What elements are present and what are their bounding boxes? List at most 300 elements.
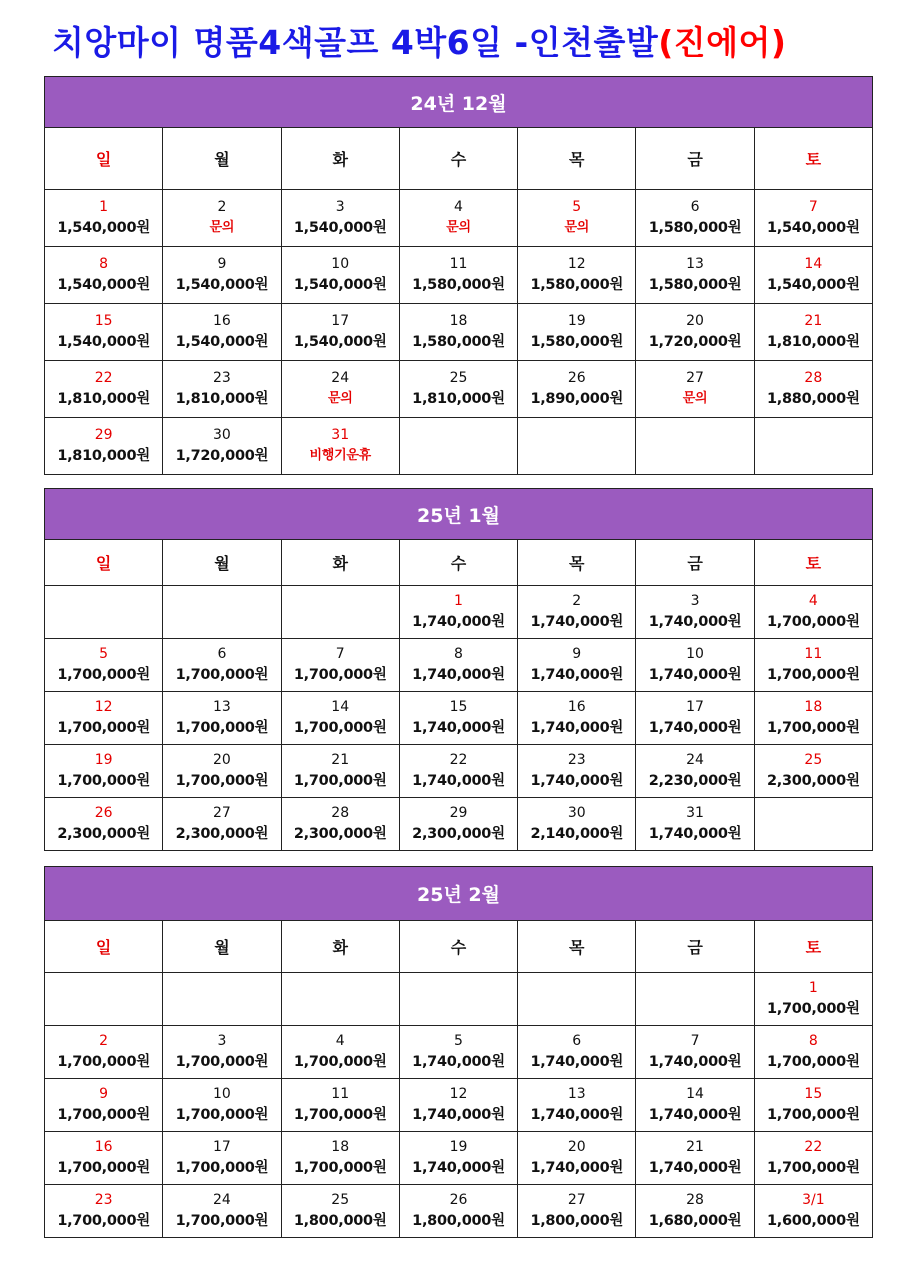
title-airline: (진에어) [658, 23, 787, 62]
day-number: 1 [99, 199, 109, 215]
day-price: 1,720,000원 [175, 448, 269, 464]
day-number: 30 [213, 427, 231, 443]
week-row [45, 973, 873, 1026]
day-number: 6 [690, 199, 700, 215]
day-price: 2,300,000원 [175, 826, 269, 842]
day-number: 4 [808, 593, 818, 609]
day-price: 1,540,000원 [57, 277, 150, 293]
day-number: 8 [454, 646, 463, 662]
day-cell [636, 1132, 754, 1185]
day-cell [163, 639, 281, 692]
day-cell [281, 1079, 399, 1132]
day-price: 1,700,000원 [175, 1107, 269, 1123]
day-price: 2,140,000원 [530, 826, 624, 842]
day-cell [399, 247, 517, 304]
day-cell [163, 190, 281, 247]
weekday-1: 월 [163, 921, 281, 973]
day-cell [163, 798, 281, 851]
day-number: 12 [567, 256, 586, 272]
day-price: 1,540,000원 [767, 277, 860, 293]
day-number: 26 [567, 370, 586, 386]
day-cell [636, 1185, 754, 1238]
week-row [45, 304, 873, 361]
day-price: 1,700,000원 [767, 720, 860, 736]
day-number: 29 [94, 427, 113, 443]
day-number: 10 [213, 1086, 231, 1102]
day-cell [518, 745, 636, 798]
day-cell [45, 361, 163, 418]
day-price: 1,740,000원 [648, 1160, 742, 1176]
week-row [45, 1079, 873, 1132]
day-cell [636, 247, 754, 304]
day-cell [518, 692, 636, 745]
day-price: 1,740,000원 [412, 614, 505, 630]
day-cell [281, 745, 399, 798]
day-cell [45, 1132, 163, 1185]
day-number: 17 [331, 313, 350, 329]
day-cell [163, 1132, 281, 1185]
day-cell [399, 1132, 517, 1185]
weekday-4: 목 [518, 540, 636, 586]
calendar-december [44, 76, 873, 475]
day-number: 8 [99, 256, 109, 272]
day-cell [163, 745, 281, 798]
day-number: 11 [331, 1086, 350, 1102]
day-number: 12 [94, 699, 113, 715]
day-cell [399, 1185, 517, 1238]
weekday-5: 금 [636, 921, 754, 973]
weekday-3: 수 [399, 540, 517, 586]
day-price: 1,540,000원 [293, 220, 387, 236]
weekday-header-row [45, 540, 873, 586]
day-number: 2 [217, 199, 227, 215]
day-price: 1,700,000원 [57, 773, 150, 789]
day-cell [518, 1079, 636, 1132]
day-cell [281, 361, 399, 418]
day-cell [754, 586, 872, 639]
day-cell [636, 190, 754, 247]
day-number: 21 [804, 313, 823, 329]
day-cell [754, 1132, 872, 1185]
day-cell [636, 418, 754, 475]
week-row [45, 247, 873, 304]
day-price: 1,700,000원 [57, 720, 150, 736]
day-number: 19 [567, 313, 586, 329]
day-cell [636, 639, 754, 692]
day-cell [754, 1185, 872, 1238]
day-price: 2,300,000원 [412, 826, 505, 842]
weekday-2: 화 [281, 128, 399, 190]
day-cell [399, 304, 517, 361]
day-cell [754, 1079, 872, 1132]
day-price: 문의 [209, 220, 235, 235]
day-number: 15 [94, 313, 113, 329]
day-price: 1,800,000원 [530, 1213, 624, 1229]
day-number: 14 [804, 256, 823, 272]
weekday-6: 토 [754, 128, 872, 190]
day-price: 1,740,000원 [530, 720, 624, 736]
day-price: 1,740,000원 [648, 614, 742, 630]
day-price: 1,740,000원 [530, 1107, 624, 1123]
day-price: 1,580,000원 [412, 277, 505, 293]
day-cell [399, 190, 517, 247]
day-cell [518, 1185, 636, 1238]
day-number: 17 [213, 1139, 231, 1155]
day-cell [518, 190, 636, 247]
day-cell [754, 973, 872, 1026]
day-cell [399, 973, 517, 1026]
weekday-6: 토 [754, 540, 872, 586]
day-number: 1 [808, 980, 818, 996]
day-cell [518, 798, 636, 851]
day-number: 22 [804, 1139, 823, 1155]
week-row [45, 190, 873, 247]
weekday-0: 일 [45, 128, 163, 190]
day-price: 1,580,000원 [530, 334, 624, 350]
day-price: 1,540,000원 [293, 334, 387, 350]
day-cell [163, 1026, 281, 1079]
day-cell [518, 418, 636, 475]
weekday-3: 수 [399, 921, 517, 973]
day-cell [45, 247, 163, 304]
day-price: 1,700,000원 [767, 667, 860, 683]
day-cell [163, 1185, 281, 1238]
day-price: 2,230,000원 [648, 773, 742, 789]
day-price: 1,700,000원 [767, 614, 860, 630]
week-row [45, 586, 873, 639]
day-price: 1,740,000원 [648, 826, 742, 842]
day-cell [754, 692, 872, 745]
weekday-3: 수 [399, 128, 517, 190]
day-number: 26 [94, 805, 113, 821]
day-number: 31 [331, 427, 350, 443]
day-price: 비행기운휴 [309, 448, 371, 463]
weekday-5: 금 [636, 540, 754, 586]
day-price: 1,700,000원 [175, 720, 269, 736]
day-number: 10 [686, 646, 704, 662]
day-price: 1,540,000원 [175, 277, 269, 293]
day-price: 1,600,000원 [767, 1213, 860, 1229]
day-price: 1,700,000원 [175, 1160, 269, 1176]
day-cell [636, 973, 754, 1026]
day-number: 30 [567, 805, 586, 821]
day-cell [636, 1079, 754, 1132]
day-number: 24 [331, 370, 350, 386]
day-number: 22 [94, 370, 113, 386]
day-number: 9 [99, 1086, 109, 1102]
day-cell [399, 745, 517, 798]
day-number: 21 [686, 1139, 704, 1155]
day-price: 1,700,000원 [293, 667, 387, 683]
day-cell [45, 692, 163, 745]
day-number: 20 [213, 752, 231, 768]
day-price: 1,740,000원 [530, 667, 624, 683]
day-cell [518, 639, 636, 692]
day-cell [45, 418, 163, 475]
day-price: 2,300,000원 [767, 773, 860, 789]
day-price: 1,540,000원 [175, 334, 269, 350]
weekday-6: 토 [754, 921, 872, 973]
day-price: 문의 [327, 391, 353, 406]
day-number: 4 [335, 1033, 345, 1049]
day-price: 1,800,000원 [412, 1213, 505, 1229]
weekday-header-row [45, 921, 873, 973]
day-number: 11 [804, 646, 823, 662]
day-price: 1,880,000원 [767, 391, 860, 407]
day-price: 1,740,000원 [648, 720, 742, 736]
day-number: 12 [449, 1086, 468, 1102]
week-row [45, 692, 873, 745]
day-number: 14 [331, 699, 350, 715]
weekday-0: 일 [45, 921, 163, 973]
calendar-january [44, 488, 873, 851]
day-cell [399, 1079, 517, 1132]
day-price: 1,700,000원 [57, 667, 150, 683]
day-cell [754, 745, 872, 798]
weekday-1: 월 [163, 540, 281, 586]
day-cell [518, 247, 636, 304]
day-number: 24 [213, 1192, 231, 1208]
day-cell [636, 692, 754, 745]
day-cell [399, 586, 517, 639]
day-price: 1,700,000원 [767, 1160, 860, 1176]
day-price: 1,540,000원 [57, 220, 150, 236]
day-number: 26 [449, 1192, 468, 1208]
day-cell [399, 798, 517, 851]
day-price: 1,810,000원 [175, 391, 269, 407]
week-row [45, 361, 873, 418]
day-number: 9 [217, 256, 227, 272]
day-cell [45, 639, 163, 692]
day-price: 1,740,000원 [530, 773, 624, 789]
day-price: 1,700,000원 [293, 773, 387, 789]
day-cell [281, 1132, 399, 1185]
day-price: 문의 [682, 391, 708, 406]
day-cell [636, 745, 754, 798]
weekday-2: 화 [281, 921, 399, 973]
day-number: 7 [808, 199, 818, 215]
day-cell [754, 361, 872, 418]
day-number: 6 [217, 646, 227, 662]
week-row [45, 1132, 873, 1185]
day-price: 1,700,000원 [293, 1107, 387, 1123]
day-price: 1,540,000원 [293, 277, 387, 293]
day-number: 25 [449, 370, 468, 386]
day-cell [399, 361, 517, 418]
day-number: 2 [99, 1033, 109, 1049]
day-number: 5 [572, 199, 582, 215]
day-number: 16 [94, 1139, 113, 1155]
day-cell [163, 1079, 281, 1132]
day-number: 19 [94, 752, 113, 768]
day-number: 28 [686, 1192, 704, 1208]
page-title [52, 20, 787, 70]
day-number: 16 [567, 699, 586, 715]
day-price: 1,680,000원 [648, 1213, 742, 1229]
day-cell [45, 745, 163, 798]
day-price: 1,700,000원 [293, 1160, 387, 1176]
day-price: 1,740,000원 [530, 614, 624, 630]
day-cell [163, 361, 281, 418]
day-cell [636, 1026, 754, 1079]
day-number: 19 [449, 1139, 468, 1155]
title-main: 치앙마이 명품4색골프 4박6일 -인천출발 [52, 23, 659, 62]
weekday-0: 일 [45, 540, 163, 586]
day-number: 29 [449, 805, 468, 821]
day-price: 1,700,000원 [767, 1001, 860, 1017]
day-cell [636, 798, 754, 851]
day-price: 1,700,000원 [293, 720, 387, 736]
day-number: 27 [567, 1192, 586, 1208]
day-cell [45, 190, 163, 247]
day-number: 3 [690, 593, 700, 609]
day-price: 1,580,000원 [648, 220, 742, 236]
weekday-1: 월 [163, 128, 281, 190]
day-number: 18 [449, 313, 468, 329]
day-cell [754, 1026, 872, 1079]
day-cell [163, 418, 281, 475]
day-number: 2 [572, 593, 582, 609]
day-number: 23 [94, 1192, 113, 1208]
day-price: 1,540,000원 [767, 220, 860, 236]
day-price: 1,740,000원 [412, 1160, 505, 1176]
day-number: 1 [454, 593, 463, 609]
day-cell [45, 798, 163, 851]
day-cell [754, 304, 872, 361]
day-number: 4 [454, 199, 463, 215]
day-price: 1,740,000원 [648, 667, 742, 683]
day-number: 27 [686, 370, 704, 386]
day-price: 1,740,000원 [648, 1107, 742, 1123]
day-cell [45, 304, 163, 361]
day-cell [45, 586, 163, 639]
day-number: 15 [449, 699, 468, 715]
day-cell [754, 418, 872, 475]
day-number: 14 [686, 1086, 704, 1102]
day-number: 7 [335, 646, 345, 662]
day-number: 28 [331, 805, 350, 821]
day-cell [636, 361, 754, 418]
day-price: 1,810,000원 [767, 334, 860, 350]
week-row [45, 639, 873, 692]
day-number: 24 [686, 752, 704, 768]
weekday-4: 목 [518, 921, 636, 973]
day-cell [518, 1132, 636, 1185]
day-price: 1,800,000원 [293, 1213, 387, 1229]
day-cell [281, 1026, 399, 1079]
day-number: 13 [567, 1086, 586, 1102]
day-number: 25 [804, 752, 823, 768]
day-cell [163, 304, 281, 361]
day-price: 1,700,000원 [767, 1054, 860, 1070]
day-number: 23 [567, 752, 586, 768]
day-cell [399, 418, 517, 475]
day-cell [636, 304, 754, 361]
day-cell [754, 190, 872, 247]
day-number: 3 [335, 199, 345, 215]
day-number: 31 [686, 805, 704, 821]
day-cell [281, 692, 399, 745]
day-cell [281, 247, 399, 304]
day-price: 1,740,000원 [648, 1054, 742, 1070]
day-number: 5 [99, 646, 109, 662]
day-cell [399, 1026, 517, 1079]
week-row [45, 745, 873, 798]
day-price: 1,700,000원 [175, 667, 269, 683]
day-price: 1,700,000원 [175, 1213, 269, 1229]
day-cell [45, 1185, 163, 1238]
day-price: 1,890,000원 [530, 391, 624, 407]
day-price: 1,740,000원 [530, 1054, 624, 1070]
day-price: 1,810,000원 [57, 448, 150, 464]
day-number: 18 [331, 1139, 350, 1155]
day-cell [518, 586, 636, 639]
day-number: 3/1 [802, 1192, 825, 1208]
day-cell [518, 1026, 636, 1079]
month-header: 24년 12월 [45, 77, 873, 128]
day-number: 8 [808, 1033, 818, 1049]
day-cell [518, 973, 636, 1026]
day-cell [163, 247, 281, 304]
day-cell [399, 639, 517, 692]
day-number: 21 [331, 752, 350, 768]
day-price: 1,740,000원 [412, 773, 505, 789]
day-price: 1,700,000원 [175, 773, 269, 789]
day-price: 문의 [564, 220, 590, 235]
day-price: 1,580,000원 [648, 277, 742, 293]
weekday-4: 목 [518, 128, 636, 190]
weekday-header-row [45, 128, 873, 190]
day-number: 17 [686, 699, 704, 715]
day-cell [163, 973, 281, 1026]
week-row [45, 418, 873, 475]
day-number: 11 [449, 256, 468, 272]
day-number: 27 [213, 805, 231, 821]
day-price: 1,740,000원 [412, 667, 505, 683]
day-cell [45, 1079, 163, 1132]
day-number: 6 [572, 1033, 582, 1049]
day-cell [636, 586, 754, 639]
day-number: 16 [213, 313, 231, 329]
day-number: 7 [690, 1033, 700, 1049]
day-price: 1,700,000원 [57, 1213, 150, 1229]
day-number: 5 [454, 1033, 463, 1049]
day-number: 20 [686, 313, 704, 329]
day-number: 18 [804, 699, 823, 715]
day-cell [754, 639, 872, 692]
day-cell [45, 1026, 163, 1079]
day-price: 2,300,000원 [293, 826, 387, 842]
day-cell [281, 1185, 399, 1238]
weekday-2: 화 [281, 540, 399, 586]
month-header: 25년 2월 [45, 867, 873, 921]
day-price: 1,540,000원 [57, 334, 150, 350]
day-number: 25 [331, 1192, 350, 1208]
weekday-5: 금 [636, 128, 754, 190]
month-header: 25년 1월 [45, 489, 873, 540]
calendar-february [44, 866, 873, 1238]
day-number: 13 [686, 256, 704, 272]
day-number: 13 [213, 699, 231, 715]
day-price: 1,740,000원 [412, 720, 505, 736]
day-price: 1,700,000원 [57, 1160, 150, 1176]
day-cell [754, 247, 872, 304]
day-cell [163, 586, 281, 639]
day-number: 9 [572, 646, 582, 662]
day-price: 1,720,000원 [648, 334, 742, 350]
day-price: 1,700,000원 [175, 1054, 269, 1070]
day-cell [281, 586, 399, 639]
